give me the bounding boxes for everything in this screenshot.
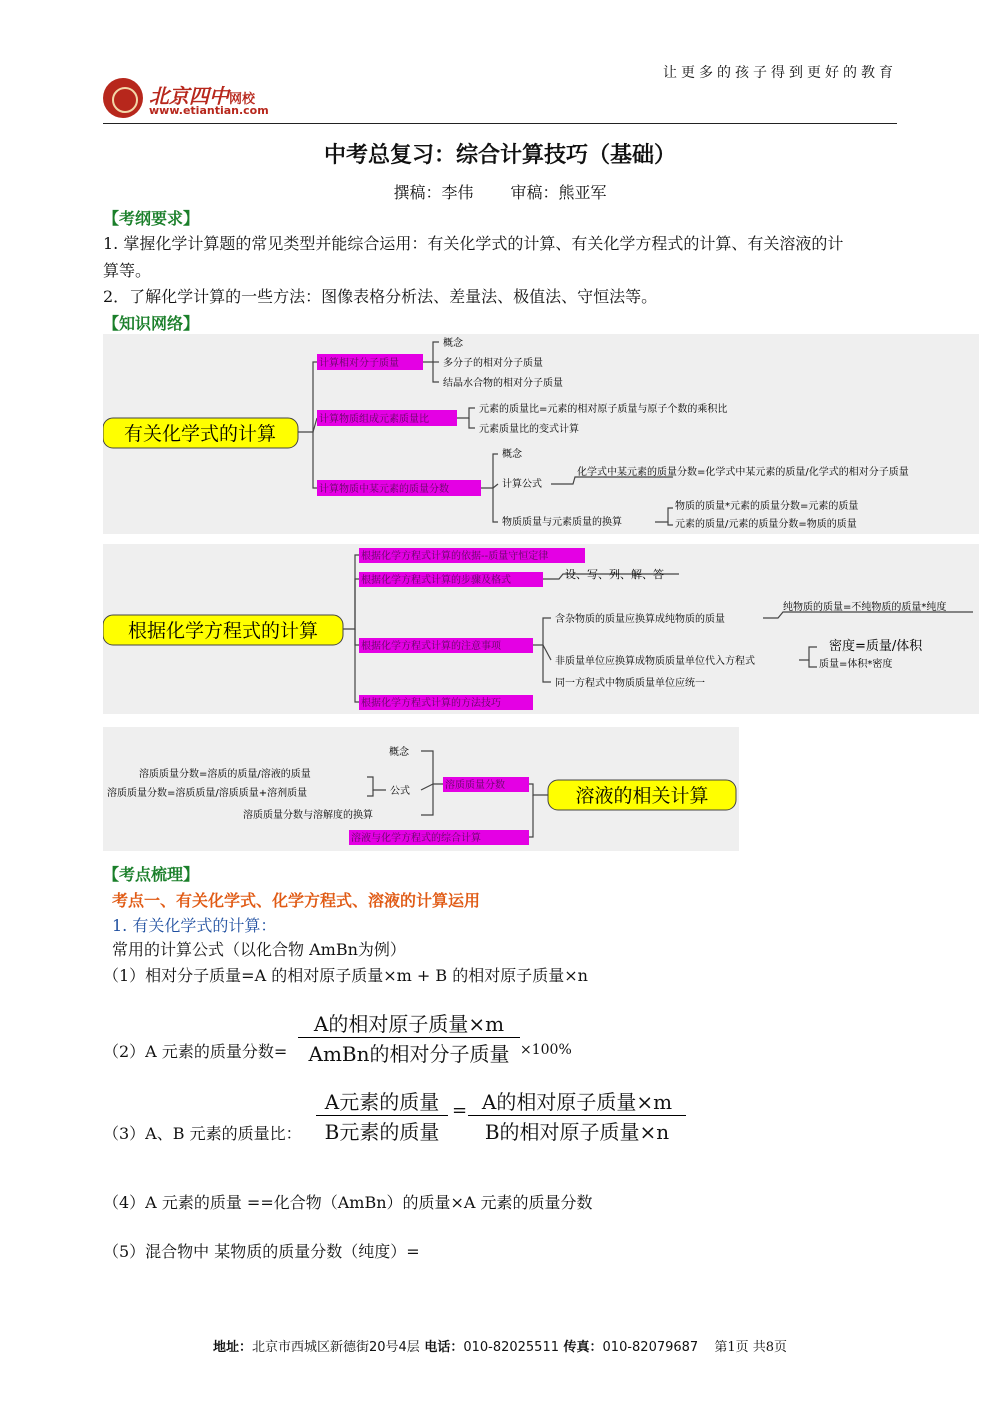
mindmap-leaf: 含杂物质的质量应换算成纯物质的质量 bbox=[555, 614, 725, 625]
reviewer: 审稿：熊亚军 bbox=[510, 183, 607, 202]
mindmap-leaf: 密度=质量/体积 bbox=[829, 639, 923, 654]
mindmap-leaf: 多分子的相对分子质量 bbox=[443, 358, 543, 369]
mindmap-leaf: 概念 bbox=[502, 449, 522, 460]
formula-2-numerator: A的相对原子质量×m bbox=[313, 1012, 505, 1036]
logo-url: www.etiantian.com bbox=[149, 104, 269, 117]
mindmap-leaf: 设、写、列、解、答 bbox=[565, 568, 664, 581]
tel-label: 电话： bbox=[419, 1340, 464, 1355]
formula-5: （5）混合物中 某物质的质量分数（纯度）= bbox=[103, 1242, 420, 1261]
mindmap-solution bbox=[103, 727, 739, 851]
mindmap-leaf: 元素的质量比=元素的相对原子质量与原子个数的乘积比 bbox=[479, 404, 728, 415]
tel: 010-82025511 bbox=[463, 1340, 559, 1355]
requirement-item: 算等。 bbox=[103, 261, 152, 280]
mindmap-root-label: 根据化学方程式的计算 bbox=[127, 620, 319, 642]
mindmap-branch-label: 溶液与化学方程式的综合计算 bbox=[351, 833, 481, 844]
mindmap-leaf: 化学式中某元素的质量分数=化学式中某元素的质量/化学式的相对分子质量 bbox=[577, 467, 909, 478]
mindmap-leaf: 概念 bbox=[389, 747, 409, 758]
formula-3-label: （3）A、B 元素的质量比： bbox=[103, 1124, 302, 1143]
mindmap-branch-label: 根据化学方程式计算的方法技巧 bbox=[361, 698, 501, 709]
formula-3-left-denominator: B元素的质量 bbox=[324, 1120, 440, 1144]
mindmap-branch-label: 计算物质中某元素的质量分数 bbox=[319, 484, 449, 495]
mindmap-leaf: 溶质质量分数=溶质的质量/溶液的质量 bbox=[139, 769, 311, 780]
mindmap-chemical-formula bbox=[103, 334, 979, 534]
mindmap-leaf: 溶质质量分数=溶质质量/溶质质量+溶剂质量 bbox=[107, 788, 308, 799]
page-title: 中考总复习：综合计算技巧（基础） bbox=[323, 143, 676, 168]
school-logo bbox=[103, 74, 283, 122]
address: 北京市西城区新德街20号4层 bbox=[251, 1340, 420, 1355]
header-slogan: 让更多的孩子得到更好的教育 bbox=[663, 65, 897, 81]
requirement-item: 2．了解化学计算的一些方法：图像表格分析法、差量法、极值法、守恒法等。 bbox=[103, 287, 658, 306]
formula-3-left-fraction bbox=[316, 1086, 448, 1145]
mindmap-branch-label: 计算相对分子质量 bbox=[319, 358, 399, 369]
formula-intro: 常用的计算公式（以化合物 AmBn为例） bbox=[112, 940, 406, 959]
page-footer bbox=[0, 1336, 1000, 1355]
formula-2-suffix: ×100% bbox=[520, 1042, 572, 1058]
authors bbox=[0, 180, 1000, 203]
mindmap-chemical-equation bbox=[103, 544, 979, 714]
mindmap-branch-label: 根据化学方程式计算的注意事项 bbox=[361, 641, 501, 652]
formula-2-label: （2）A 元素的质量分数= bbox=[103, 1042, 288, 1061]
formula-1: （1）相对分子质量=A 的相对原子质量×m + B 的相对原子质量×n bbox=[103, 966, 588, 985]
header-divider bbox=[103, 123, 897, 124]
formula-3-right-denominator: B的相对原子质量×n bbox=[484, 1120, 670, 1144]
formula-2-fraction bbox=[298, 1008, 520, 1067]
formula-3-right-fraction bbox=[468, 1086, 686, 1145]
formula-2-denominator: AmBn的相对分子质量 bbox=[308, 1042, 510, 1066]
formula-3-left-numerator: A元素的质量 bbox=[324, 1090, 440, 1114]
mindmap-leaf: 元素的质量/元素的质量分数=物质的质量 bbox=[675, 519, 857, 530]
mindmap-leaf: 同一方程式中物质质量单位应统一 bbox=[555, 678, 705, 689]
fax-label: 传真： bbox=[559, 1340, 603, 1355]
mindmap-leaf: 物质的质量*元素的质量分数=元素的质量 bbox=[675, 501, 859, 512]
mindmap-leaf: 概念 bbox=[443, 338, 463, 349]
mindmap-leaf: 元素质量比的变式计算 bbox=[479, 424, 579, 435]
network-heading: 【知识网络】 bbox=[103, 314, 200, 333]
formula-3-right-numerator: A的相对原子质量×m bbox=[481, 1090, 673, 1114]
mindmap-branch-label: 根据化学方程式计算的步骤及格式 bbox=[361, 575, 511, 586]
mindmap-leaf: 公式 bbox=[390, 786, 410, 797]
page-number: 第1页 共8页 bbox=[714, 1340, 788, 1355]
mindmap-leaf: 物质质量与元素质量的换算 bbox=[502, 517, 622, 528]
point1-heading: 考点一、有关化学式、化学方程式、溶液的计算运用 bbox=[112, 891, 481, 910]
mindmap-leaf: 质量=体积*密度 bbox=[819, 659, 893, 670]
mindmap-leaf: 计算公式 bbox=[502, 479, 542, 490]
mindmap-branch-label: 计算物质组成元素质量比 bbox=[319, 414, 429, 425]
logo-emblem-icon bbox=[103, 78, 143, 118]
mindmap-leaf: 溶质质量分数与溶解度的换算 bbox=[243, 810, 373, 821]
requirement-item: 1. 掌握化学计算题的常见类型并能综合运用：有关化学式的计算、有关化学方程式的计算、有关溶液的计 bbox=[103, 234, 844, 253]
formula-4: （4）A 元素的质量 ==化合物（AmBn）的质量×A 元素的质量分数 bbox=[103, 1193, 593, 1212]
fax: 010-82079687 bbox=[602, 1340, 699, 1355]
sub1-heading: 1. 有关化学式的计算： bbox=[112, 916, 277, 935]
mindmap-leaf: 非质量单位应换算成物质质量单位代入方程式 bbox=[555, 656, 755, 667]
mindmap-leaf: 纯物质的质量=不纯物质的质量*纯度 bbox=[783, 602, 947, 613]
writer: 撰稿：李伟 bbox=[393, 183, 474, 202]
mindmap-branch-label: 根据化学方程式计算的依据--质量守恒定律 bbox=[361, 551, 549, 562]
mindmap-leaf: 结晶水合物的相对分子质量 bbox=[443, 378, 563, 389]
formula-3-equals: = bbox=[452, 1100, 468, 1121]
mindmap-root-label: 溶液的相关计算 bbox=[575, 785, 709, 807]
logo-name: 北京四中网校 bbox=[149, 84, 256, 108]
mindmap-branch-label: 溶质质量分数 bbox=[445, 780, 505, 791]
mindmap-root-label: 有关化学式的计算 bbox=[123, 423, 277, 445]
requirements-heading: 【考纲要求】 bbox=[103, 209, 200, 228]
address-label: 地址： bbox=[212, 1340, 252, 1355]
points-heading: 【考点梳理】 bbox=[103, 865, 200, 884]
